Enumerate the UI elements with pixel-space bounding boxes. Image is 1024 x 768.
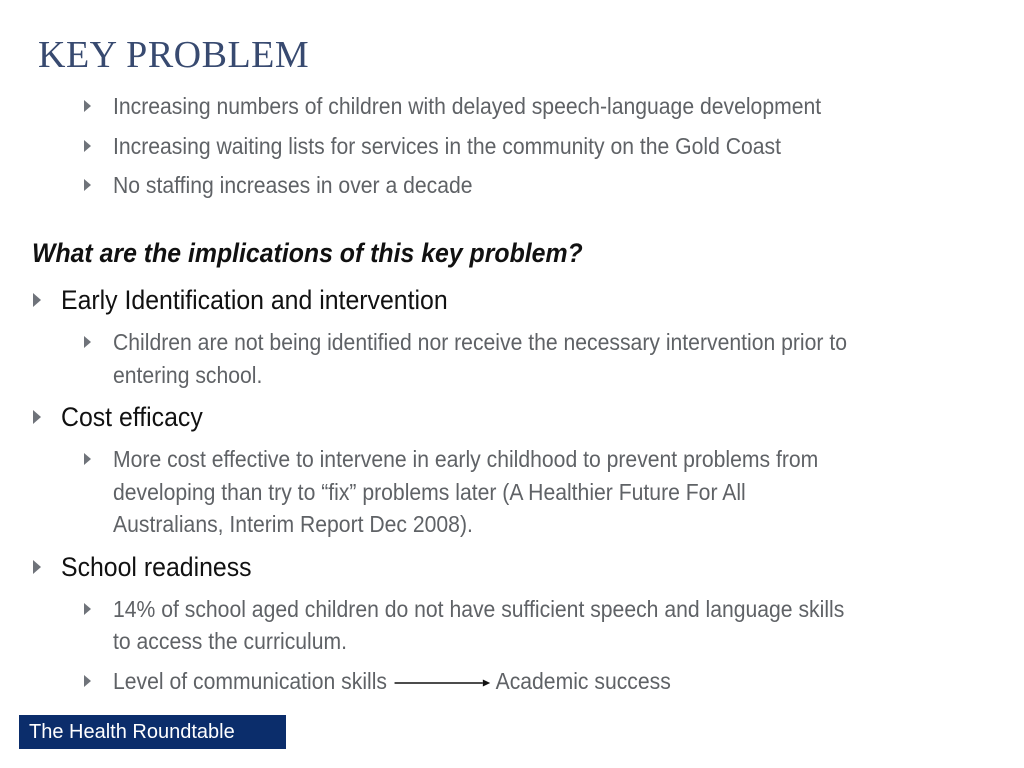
implication-detail: developing than try to “fix” problems later (A Healthier Future For All xyxy=(113,479,746,505)
bullet-arrow-icon xyxy=(84,453,91,465)
bullet-arrow-icon xyxy=(84,336,91,348)
implication-heading: School readiness xyxy=(61,552,252,582)
implication-detail: Children are not being identified nor receive the necessary intervention prior to xyxy=(113,329,847,355)
bullet-arrow-icon xyxy=(33,410,41,424)
bullet-arrow-icon xyxy=(33,293,41,307)
implication-detail: More cost effective to intervene in early childhood to prevent problems from xyxy=(113,446,819,472)
problem-point: Increasing numbers of children with delayed speech-language development xyxy=(113,93,822,119)
implication-detail: Australians, Interim Report Dec 2008). xyxy=(113,511,473,537)
bullet-arrow-icon xyxy=(33,560,41,574)
slide-title: KEY PROBLEM xyxy=(38,34,310,76)
bullet-arrow-icon xyxy=(84,675,91,687)
implication-heading: Cost efficacy xyxy=(61,402,203,432)
bullet-arrow-icon xyxy=(84,140,91,152)
implication-heading: Early Identification and intervention xyxy=(61,285,448,315)
bullet-arrow-icon xyxy=(84,100,91,112)
implication-detail: entering school. xyxy=(113,362,263,388)
footer-logo: The Health Roundtable xyxy=(19,715,286,749)
right-arrow-icon xyxy=(394,678,490,688)
bullet-arrow-icon xyxy=(84,603,91,615)
problem-point: No staffing increases in over a decade xyxy=(113,172,473,198)
relationship-right: Academic success xyxy=(495,668,671,694)
implication-detail: to access the curriculum. xyxy=(113,628,348,654)
problem-point: Increasing waiting lists for services in the community on the Gold Coast xyxy=(113,133,782,159)
implication-detail: 14% of school aged children do not have sufficient speech and language skills xyxy=(113,596,845,622)
implications-question: What are the implications of this key problem? xyxy=(32,238,583,268)
bullet-arrow-icon xyxy=(84,179,91,191)
relationship-line xyxy=(113,665,671,697)
relationship-left: Level of communication skills xyxy=(113,668,388,694)
